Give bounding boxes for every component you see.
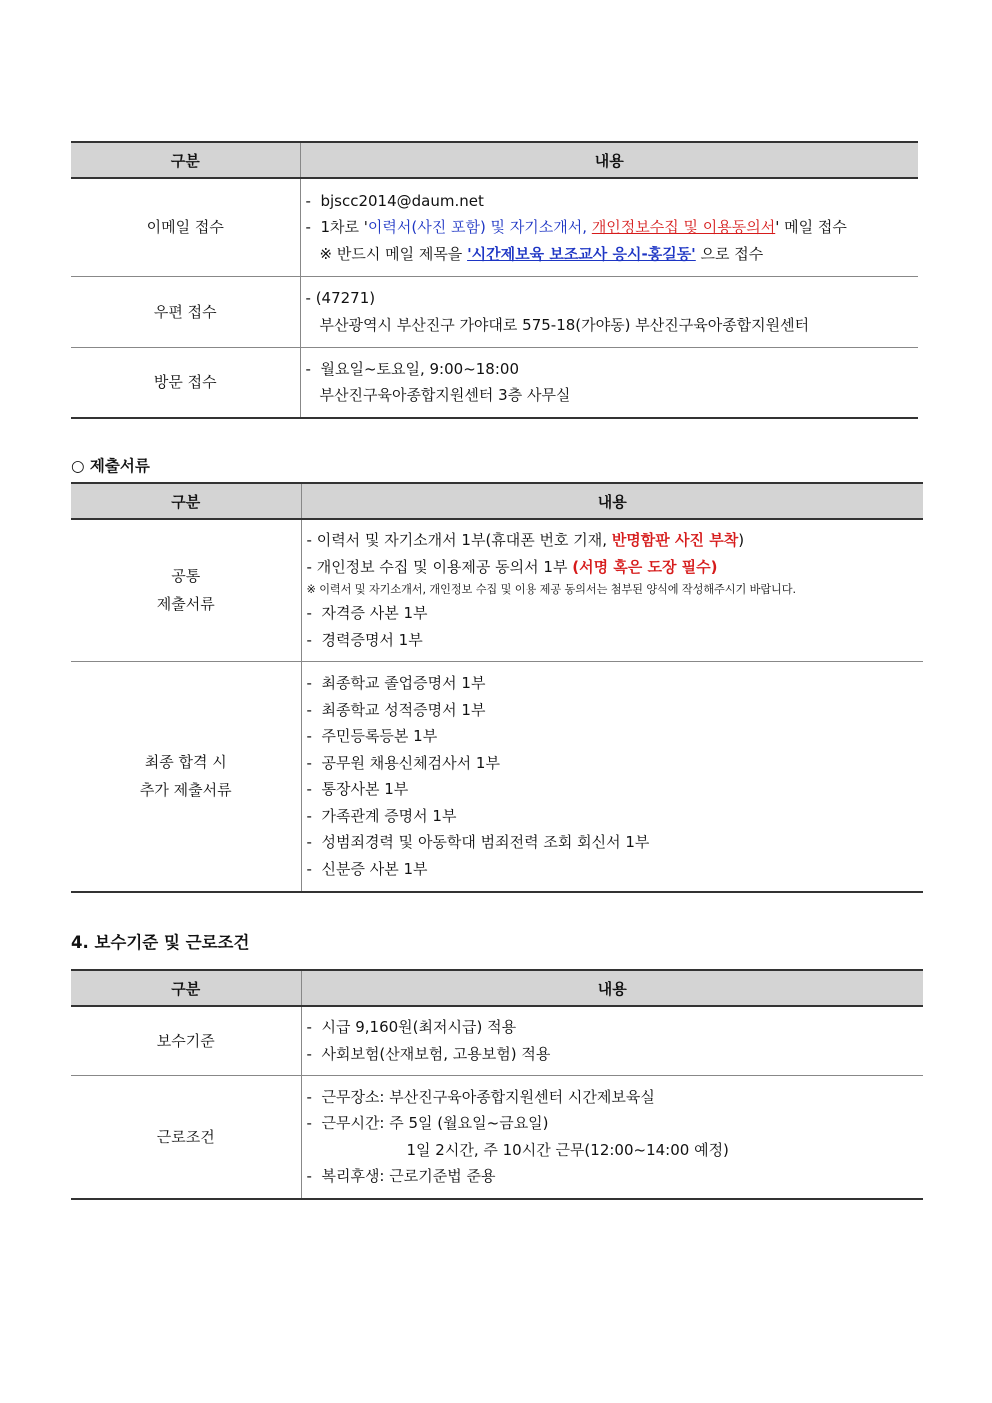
list-item: - 이력서 및 자기소개서 1부(휴대폰 번호 기재, 반명함판 사진 부착): [306, 531, 745, 550]
row-content-mail: [300, 276, 918, 347]
list-item: - 사회보험(산재보험, 고용보험) 적용: [306, 1044, 551, 1063]
section-title-documents: ○ 제출서류: [71, 457, 150, 475]
table-row: [71, 347, 918, 418]
list-item: - 시급 9,160원(최저시급) 적용: [306, 1018, 517, 1037]
email-address: bjscc2014@daum.net: [320, 191, 484, 210]
documents-table: [71, 482, 923, 893]
list-item: - 공무원 채용신체검사서 1부: [306, 753, 500, 772]
row-label-work: 근로조건: [71, 1075, 301, 1199]
row-label-pay: 보수기준: [71, 1006, 301, 1075]
list-item: - 주민등록등본 1부: [306, 727, 438, 746]
list-item: - 자격증 사본 1부: [306, 604, 428, 623]
list-item: - 통장사본 1부: [306, 780, 409, 799]
pay-table: [71, 969, 923, 1200]
row-label-final: 최종 합격 시 추가 제출서류: [71, 661, 301, 892]
visit-hours: - 월요일~토요일, 9:00~18:00: [305, 359, 519, 378]
table-row: [71, 178, 918, 276]
application-method-table: [71, 141, 918, 419]
list-item: - 복리후생: 근로기준법 준용: [306, 1167, 496, 1186]
email-subject-format: '시간제보육 보조교사 응시-홍길동': [467, 244, 696, 263]
email-instruction-line: - 1차로 '이력서(사진 포함) 및 자기소개서, 개인정보수집 및 이용동의서' 메일 접수: [305, 218, 847, 236]
header-content: 내용: [300, 142, 918, 178]
pay-table-wrap: [71, 969, 923, 1200]
work-hours-detail: 1일 2시간, 주 10시간 근무(12:00~14:00 예정): [406, 1140, 729, 1159]
table-row: [71, 519, 923, 661]
table-header-row: [71, 970, 923, 1006]
email-subject-note: ※ 반드시 메일 제목을 '시간제보육 보조교사 응시-홍길동' 으로 접수: [319, 244, 764, 263]
row-label-common: 공통 제출서류: [71, 519, 301, 661]
list-item: - 개인정보 수집 및 이용제공 동의서 1부 (서명 혹은 도장 필수): [306, 557, 718, 576]
documents-table-wrap: [71, 482, 923, 893]
header-category: 구분: [71, 142, 300, 178]
postal-address: 부산광역시 부산진구 가야대로 575-18(가야동) 부산진구육아종합지원센터: [319, 315, 810, 334]
header-content: 내용: [301, 970, 923, 1006]
list-item: - 근무장소: 부산진구육아종합지원센터 시간제보육실: [306, 1087, 655, 1106]
row-content-email: [300, 178, 918, 276]
list-item: - 신분증 사본 1부: [306, 859, 428, 878]
row-label-mail: 우편 접수: [71, 276, 300, 347]
table-header-row: [71, 142, 918, 178]
header-category: 구분: [71, 970, 301, 1006]
list-item: - 가족관계 증명서 1부: [306, 806, 457, 825]
header-category: 구분: [71, 483, 301, 519]
row-label-email: 이메일 접수: [71, 178, 300, 276]
list-item: - 최종학교 졸업증명서 1부: [306, 674, 486, 693]
table-row: [71, 1006, 923, 1075]
table-row: [71, 1075, 923, 1199]
application-method-table-wrap: [71, 141, 918, 419]
row-content-pay: [301, 1006, 923, 1075]
section-title-pay: 4. 보수기준 및 근로조건: [71, 933, 250, 952]
table-row: [71, 661, 923, 892]
row-content-work: [301, 1075, 923, 1199]
list-item: - 근무시간: 주 5일 (월요일~금요일): [306, 1114, 549, 1133]
table-row: [71, 276, 918, 347]
postal-code: - (47271): [305, 289, 376, 307]
row-content-visit: [300, 347, 918, 418]
row-content-common: [301, 519, 923, 661]
list-item: - 최종학교 성적증명서 1부: [306, 700, 486, 719]
form-note: ※ 이력서 및 자기소개서, 개인정보 수집 및 이용 제공 동의서는 첨부된 양식에 작성해주시기 바랍니다.: [306, 583, 796, 597]
list-item: - 경력증명서 1부: [306, 630, 423, 649]
row-label-visit: 방문 접수: [71, 347, 300, 418]
visit-location: 부산진구육아종합지원센터 3층 사무실: [319, 386, 571, 405]
row-content-final: [301, 661, 923, 892]
header-content: 내용: [301, 483, 923, 519]
email-address-line: - bjscc2014@daum.net: [305, 191, 484, 210]
list-item: - 성범죄경력 및 아동학대 범죄전력 조회 회신서 1부: [306, 833, 650, 852]
table-header-row: [71, 483, 923, 519]
